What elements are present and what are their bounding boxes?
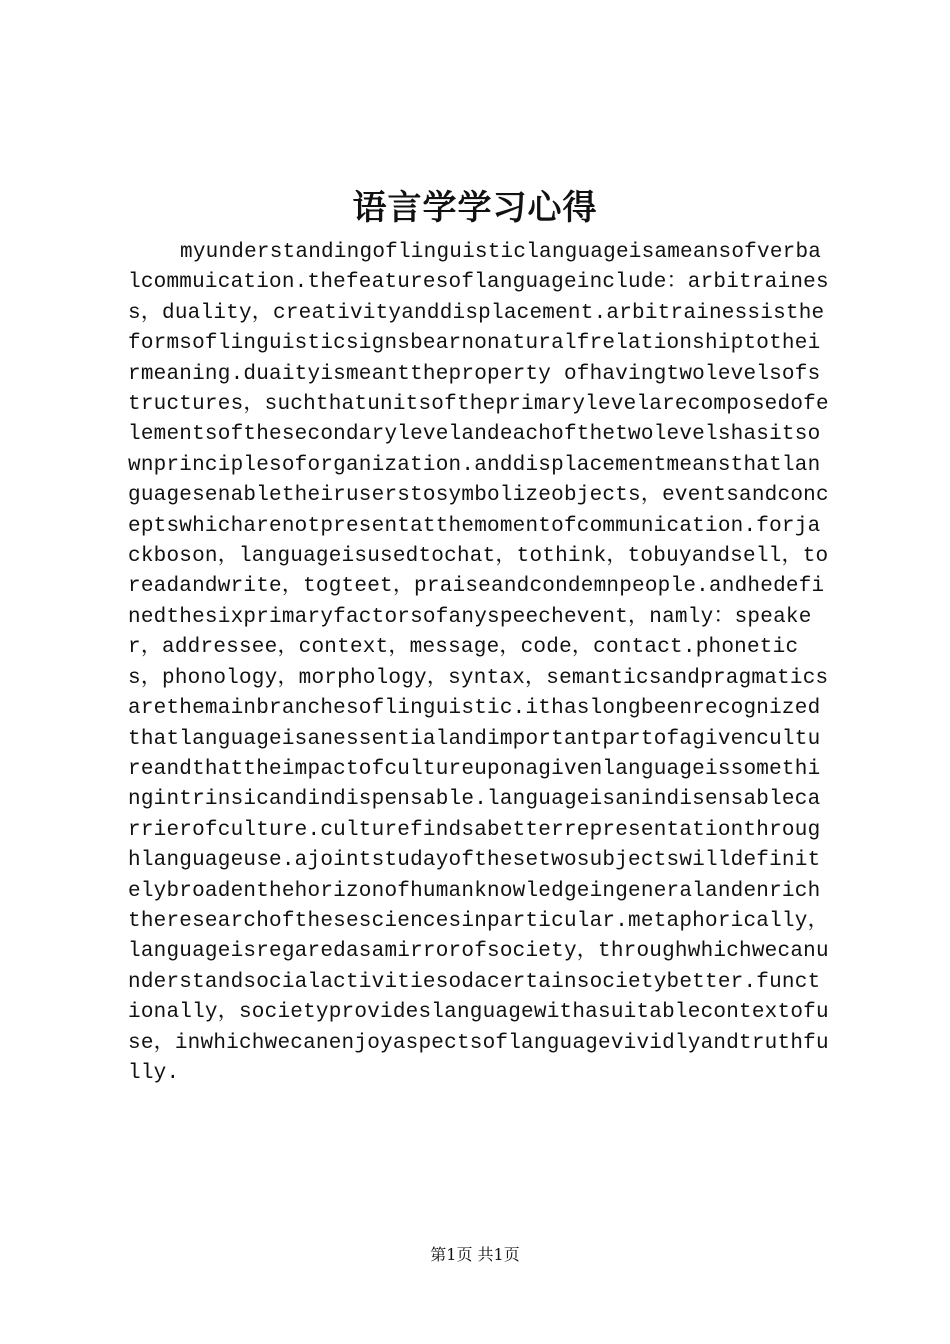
page-number-footer: 第1页 共1页 <box>430 1245 520 1264</box>
document-title: 语言学学习心得 <box>352 188 598 228</box>
body-paragraph: myunderstandingoflinguisticlanguageisameansofverbalcommuication.thefeaturesoflanguageinclude：arbitrainess，duality，creativityanddisplacement.arbitrainessistheformsoflinguisticsignsbearnonaturalfrelationshiptotheirmeaning.duaityismeanttheproperty ofhavingtwolevelsofstructures，suchthatunitsoftheprimarylevelarecomposedofelementsofthesecondarylevelandeachofthetwolevelshasitsownprinciplesoforganization.anddisplacementmeansthatlanguagesenabletheiruserstosymbolizeobjects，eventsandconceptswhicharenotpresentatthemomentofcommunication.forjackboson，languageisusedtochat，tothink，tobuyandsell，toreadandwrite，togteet，praiseandcondemnpeople.andhedefinedthesixprimaryfactorsofanyspeechevent，namly：speaker，addressee，context，message，code，contact.phonetics，phonology，morphology，syntax，semanticsandpragmaticsarethemainbranchesoflinguistic.ithaslongbeenrecognizedthatlanguageisanessentialandimportantpartofagivencultureandthattheimpactofcultureuponagivenlanguageissomethingintrinsicandindispensable.languageisanindisensablecarrierofculture.culturefindsabetterrepresentationthroughlanguageuse.ajointstudayofthesetwosubjectswilldefinitelybroadenthehorizonofhumanknowledgeingeneralandenrichtheresearchofthesesciencesinparticular.metaphorically，languageisregaredasamirrorofsociety，throughwhichwecanunderstandsocialactivitiesodacertainsocietybetter.functionally，societyprovideslanguagewithasuitablecontextofuse，inwhichwecanenjoyaspectsoflanguagevividlyandtruthfully. <box>128 241 829 1085</box>
